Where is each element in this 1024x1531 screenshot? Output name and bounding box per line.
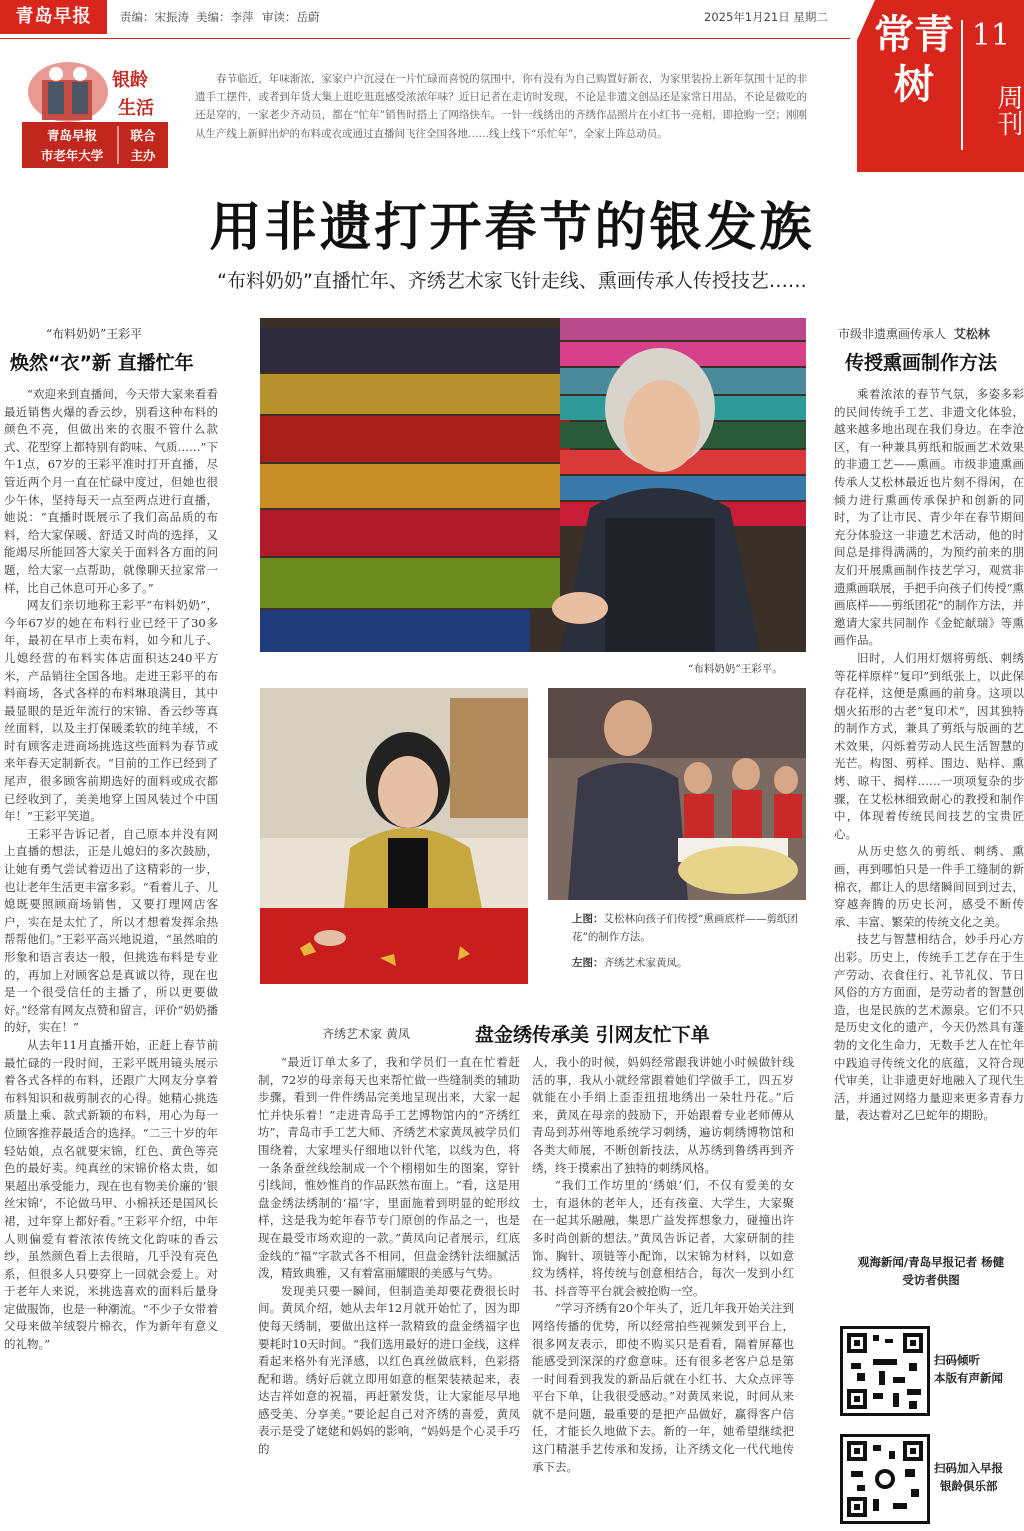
qr1-text1: 扫码倾听 xyxy=(934,1353,980,1367)
left-para-4: 从去年11月直播开始，正赶上春节前最忙碌的一段时间，王彩平既用镜头展示着各式各样的布料，还跟广大网友分享着布料知识和裁剪制衣的心得。她精心挑选质量上乘、款式新颖的布料，用心为每一位顾客推荐最适合的选择。“二三十岁的年轻姑娘，点名就要宋锦，红色、黄色等亮色的最好卖。纯真丝的宋锦价格太贵，如果超出承受能力，现在也有物美价廉的‘银丝宋锦’，不论做马甲、小棉袄还是国风长裙，过年穿上都好看。”王彩平介绍，中年人则偏爱有着浓浓传统文化韵味的香云纱，虽然颜色看上去很暗，几乎没有亮色系，但很多人只要穿上一回就会爱上。对于老年人来说，米挑选喜欢的面料后量身定做服饰，也是一种潮流。“不少子女带着父母来做羊绒裂片棉衣，作为新年有意义的礼物。” xyxy=(4,1037,218,1352)
middle-kicker: 齐绣艺术家 黄凤 xyxy=(322,1027,410,1041)
right-para-2: 旧时，人们用灯烟将剪纸、刺绣等花样原样“复印”到纸张上，以此保存花样，这便是熏画的前身。这项以烟火拓形的古老“复印术”，因其独特的制作方式，兼具了剪纸与版画的艺术效果，闪烁着劳动人民生活智慧的光芒。构图、剪样、围边、贴样、熏烤、晾干、揭样……一项项复杂的步骤，在艾松林细致耐心的教授和制作中，体现着传统民间技艺的宝贵匠心。 xyxy=(834,650,1024,841)
badge-role2: 主办 xyxy=(130,148,156,163)
photo-xunhua-teaching xyxy=(548,688,806,900)
left-title: 焕然“衣”新 直播忙年 xyxy=(10,352,194,374)
middle-title: 盘金绣传承美 引网友忙下单 xyxy=(475,1024,710,1046)
sub-headline: “布料奶奶”直播忙年、齐绣艺术家飞针走线、熏画传承人传授技艺…… xyxy=(217,270,807,292)
qr1-text2: 本版有声新闻 xyxy=(934,1371,1003,1385)
caption-top-label: 上图： xyxy=(572,913,604,925)
middle-para-5: “学习齐绣有20个年头了，近几年我开始关注到网络传播的优势，所以经常拍些视频发到平台上，很多网友表示，即使不购买只是看看，隔着屏幕也能感受到深深的疗愈意味。还有很多老客户总是第一时间看到我发的新品后就在小红书、大众点评等平台下单，让我很受感动。”对黄凤来说，时间从来就不是问题，最重要的是把产品做好，赢得客户信任，才能长久地做下去。新的一年，她希望继续把这门精湛手艺传承和发扬，让齐绣文化一代代地传承下去。 xyxy=(532,1301,795,1474)
left-para-2: 网友们亲切地称王彩平“布料奶奶”，今年67岁的她在布料行业已经干了30多年，最初在早市上卖布料，如今和儿子、儿媳经营的布料实体店面积达240平方米，产品销往全国各地。走进王彩平的布料商场，各式各样的布料琳琅满目，其中最显眼的是近年流行的宋锦、香云纱等真丝面料，以及主打保暖柔软的纯羊绒，不时有顾客走进商场挑选这些面料为春节或来年春天定制新衣。“目前的工作已经到了尾声，很多顾客前期选好的面料或成衣都已经收到了，美美地穿上国风装过个中国年！”王彩平笑道。 xyxy=(4,598,218,824)
silver-life-badge xyxy=(22,52,168,170)
badge-org1: 青岛早报 xyxy=(46,128,97,143)
right-para-4: 技艺与智慧相结合，妙手丹心方出彩。历史上，传统手工艺存在于生产劳动、衣食住行、礼节礼仪、节日风俗的方方面面，是劳动者的智慧创造，也是民族的艺术源泉。它们不只是历史文化的遗产，今天仍然具有蓬勃的文化生命力，无数手艺人在忙年中践追寻传统文化的底蕴，又符合现代审美，让非遗更好地融入了现代生活，并通过网络力量迎来更多青春力量，表达着对乙巳蛇年的期盼。 xyxy=(834,932,1024,1123)
middle-para-3: 人，我小的时候，妈妈经常跟我讲她小时候做针线活的事，我从小就经常跟着她们学做手工，四五岁就能在小手绢上歪歪扭扭地绣出一朵牡丹花。”后来，黄凤在母亲的鼓励下，开始跟着专业老师傅从青岛到苏州等地系统学习刺绣，遍访刺绣博物馆和各类大师展，不断创新技法，从苏绣到鲁绣再到齐绣，终于摸索出了独特的刺绣风格。 xyxy=(532,1055,794,1175)
middle-para-2: 发现美只要一瞬间，但制造美却要花费很长时间。黄凤介绍，她从去年12月就开始忙了，因为即使每天绣制，要做出这样一款精致的盘金绣福字也要耗时10天时间。“我们选用最好的进口金线，这样看起来格外有光泽感，以红色真丝做底料，色彩搭配和谐。绣好后就立即用如意的框架装裱起来，表达吉祥如意的祝福，再赶紧发货，让大家能尽早地感受美、分享美。”要论起自己对齐绣的喜爱，黄凤表示是受了姥姥和妈妈的影响，“妈妈是个心灵手巧的 xyxy=(258,1283,521,1457)
right-para-3: 从历史悠久的剪纸、刺绣、熏画，再到哪怕只是一件手工缝制的新棉衣，都让人的思绪瞬间回到过去，穿越奔腾的历史长河，感受不断传承、丰富、繁荣的传统文化之美。 xyxy=(834,844,1024,929)
left-para-1: “欢迎来到直播间，今天带大家来看看最近销售火爆的香云纱，别看这种布料的颜色不亮，但做出来的衣服不管什么款式、花型穿上都特别有韵味、气质……”下午1点，67岁的王彩平准时打开直播，尽管近两个月一直在忙碌中度过，但她也很少午休，坚持每天一点至两点进行直播，她说：“直播时既展示了我们高品质的布料，给大家保暖、舒适又时尚的选择，又能竭尽所能回答大家关于面料各方面的问题，给大家一点帮助，就像聊天拉家常一样，比自己休息可开心多了。” xyxy=(4,387,218,595)
section-week-label: 周刊 xyxy=(993,84,1023,136)
caption-left-label: 左图： xyxy=(572,957,604,969)
caption-top-text: 艾松林向孩子们传授“熏画底样——剪纸团花”的制作方法。 xyxy=(572,913,798,943)
caption-main-photo: “布料奶奶”王彩平。 xyxy=(688,663,783,675)
proofreader: 审读：岳蔚 xyxy=(262,10,320,24)
qr2-text2: 银龄俱乐部 xyxy=(940,1479,998,1493)
caption-top-photo xyxy=(572,910,802,946)
newspaper-logo: 青岛早报 xyxy=(0,0,107,34)
middle-col-2 xyxy=(532,1054,794,1476)
section-issue: 11 xyxy=(971,18,1011,53)
photo-embroidery-artist xyxy=(260,688,528,984)
right-para-1: 乘着浓浓的春节气氛，多姿多彩的民间传统手工艺、非遗文化体验，越来越多地出现在我们身边。在李沧区，有一种兼具剪纸和版画艺术效果的非遗工艺——熏画。市级非遗熏画传承人艾松林最近也片刻不得闲，在倾力进行熏画传承保护和创新的同时，为了让市民、青少年在春节期间充分体验这一非遗艺术活动，他的时间总是排得满满的，为预约前来的朋友们开展熏画制作技艺学习，观赏非遗熏画联展，手把手向孩子们传授“熏画底样——剪纸团花”的制作方法，并邀请大家共同制作《金蛇献瑞》等熏画作品。 xyxy=(834,387,1024,648)
left-kicker: “布料奶奶”王彩平 xyxy=(46,327,143,341)
qr-code-audio[interactable] xyxy=(840,1326,930,1416)
qr2-text1: 扫码加入早报 xyxy=(934,1461,1003,1475)
chief-editor: 责编：宋振涛 xyxy=(120,10,189,24)
section-name: 常青树 xyxy=(874,11,954,108)
badge-line1: 银龄 xyxy=(112,70,148,91)
art-editor: 美编：李萍 xyxy=(196,10,254,24)
photo-fabric-grandma xyxy=(260,318,806,652)
right-kicker xyxy=(838,325,990,342)
byline-reporter: 观海新闻/青岛早报记者 杨健 xyxy=(857,1255,1005,1269)
header-rule xyxy=(0,38,850,39)
caption-left-text: 齐绣艺术家黄凤。 xyxy=(603,957,688,969)
badge-role1: 联合 xyxy=(130,128,156,143)
left-article xyxy=(4,386,218,1354)
middle-para-1: “最近订单太多了，我和学员们一直在忙着赶制，72岁的母亲每天也来帮忙做一些缝制类的辅助步骤，看到一件件绣品完美地呈现出来，大家一起忙并快乐着！”走进青岛手工艺博物馆内的“齐绣红坊”，青岛市手工艺大师、齐绣艺术家黄凤被学员们围绕着，大家埋头仔细地以针代笔，以线为色，将一条条蚕丝线绘制成一个个栩栩如生的图案，穿针引线间，惟妙惟肖的作品跃然布面上。“看，这是用盘金绣法绣制的‘福’字，里面施着到明显的蛇形纹样，这是我为蛇年春节专门原创的作品之一，也是现在最受市场欢迎的一款。”黄凤向记者展示，红底金线的“福”字款式各不相同，但盘金绣针法细腻活泼，精致典雅，又有着富丽耀眼的美感与气势。 xyxy=(258,1055,520,1281)
caption-left-photo xyxy=(572,954,802,972)
middle-para-4: “我们工作坊里的‘绣娘’们，不仅有爱美的女士，有退休的老年人，还有孩童、大学生，大家聚在一起其乐融融，集思广益发挥想象力，碰撞出许多时尚创新的想法。”黄凤告诉记者，大家研制的挂饰、胸针、项链等小配饰，以宋锦为材料，以如意纹为绣样，将传统与创意相结合，每次一发到小红书、抖音等平台就会被抢购一空。 xyxy=(532,1178,794,1298)
issue-date: 2025年1月21日 星期二 xyxy=(704,10,828,24)
intro-paragraph: 春节临近，年味渐浓，家家户户沉浸在一片忙碌而喜悦的氛围中，你有没有为自己购置好新衣，为家里装扮上新年氛围十足的非遗手工摆件，或者到年货大集上逛吃逛逛感受浓浓年味？近日记者在走访时发现，不论是非遗文创品还是家常日用品，不论是做吃的还是穿的，一家老少齐动员，都在“忙年”销售时搭上了网络快车。一针一线绣出的齐绣作品照片在小红书一亮相，即抢购一空；刚刚从生产线上新鲜出炉的布料或衣或通过直播间飞往全国各地……线上线下“乐忙年”，全家上阵总动员。 xyxy=(195,73,807,140)
qr-code-club[interactable] xyxy=(840,1434,930,1524)
badge-org2: 市老年大学 xyxy=(40,148,104,163)
badge-line2: 生活 xyxy=(118,98,154,119)
main-headline: 用非遗打开春节的银发族 xyxy=(209,198,815,258)
right-title: 传授熏画制作方法 xyxy=(845,352,998,374)
right-kicker-name: 艾松林 xyxy=(953,327,990,341)
byline-photo: 受访者供图 xyxy=(902,1273,960,1287)
right-kicker-role: 市级非遗熏画传承人 xyxy=(838,327,947,341)
left-para-3: 王彩平告诉记者，自己原本并没有网上直播的想法，正是儿媳妇的多次鼓励，让她有勇气尝试着迈出了这精彩的一步，也让老年生活更丰富多彩。“看着儿子、儿媳既要照顾商场销售，又要打理网店客户，实在是太忙了，所以才想着发挥余热帮帮他们。”王彩平高兴地说道，“虽然咱的形象和语言表达一般，但挑选布料是专业的，再加上对顾客总是真诚以待，现在也是一个很受信任的主播了，所以更要做好。”经常有网友点赞和留言，评价“奶奶播的好，实在！” xyxy=(4,826,218,1035)
middle-col-1 xyxy=(258,1054,520,1459)
right-article xyxy=(834,386,1024,1125)
